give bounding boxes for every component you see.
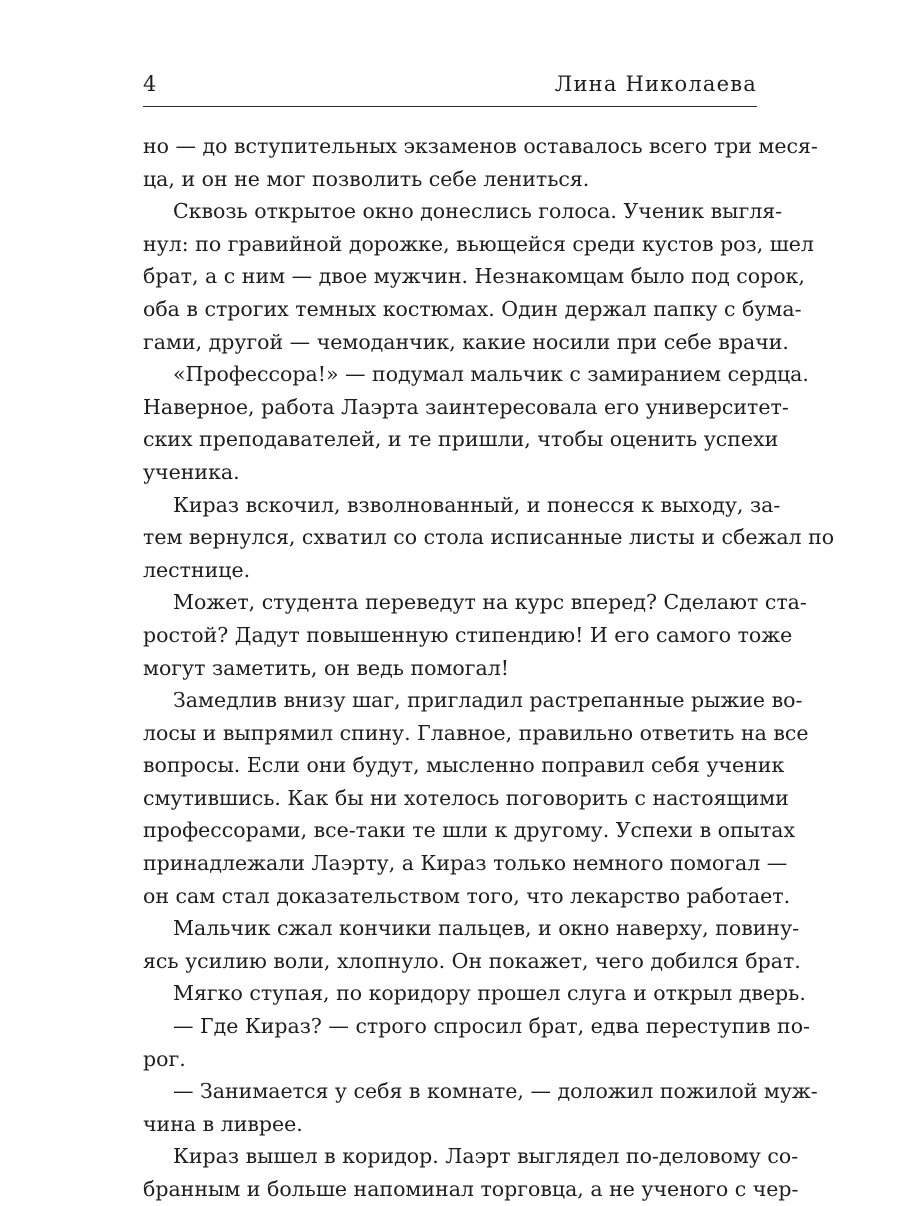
text-line: «Профессора!» — подумал мальчик с замиранием сердца. <box>173 362 809 387</box>
running-head <box>143 68 757 102</box>
text-line: но — до вступительных экзаменов оставалось всего три меся- <box>143 134 818 158</box>
text-line: ученика. <box>143 459 240 484</box>
text-line: Мальчик сжал кончики пальцев, и окно наверху, повину- <box>173 916 800 941</box>
text-line: Замедлив внизу шаг, пригладил растрепанные рыжие во- <box>173 688 803 713</box>
text-line: рог. <box>143 1046 186 1071</box>
text-line: Сквозь открытое окно донеслись голоса. Ученик выгля- <box>173 199 783 224</box>
text-line: тем вернулся, схватил со стола исписанные листы и сбежал по <box>143 525 835 550</box>
text-line: Кираз вышел в коридор. Лаэрт выглядел по-деловому со- <box>173 1144 799 1169</box>
text-line: могут заметить, он ведь помогал! <box>143 655 509 680</box>
text-line: — Занимается у себя в комнате, — доложил пожилой муж- <box>173 1079 818 1104</box>
text-line: ских преподавателей, и те пришли, чтобы оценить успехи <box>143 427 779 452</box>
text-line: принадлежали Лаэрту, а Кираз только немного помогал — <box>143 851 788 876</box>
header-rule <box>143 106 757 107</box>
text-line: лестнице. <box>143 557 251 582</box>
text-line: — Где Кираз? — строго спросил брат, едва переступив по- <box>173 1014 810 1039</box>
text-line: лосы и выпрямил спину. Главное, правильно ответить на все <box>143 720 809 745</box>
text-line: смутившись. Как бы ни хотелось поговорить с настоящими <box>143 785 789 810</box>
text-line: бранным и больше напоминал торговца, а не ученого с чер- <box>143 1177 799 1201</box>
text-line: ростой? Дадут повышенную стипендию! И его самого тоже <box>143 622 793 647</box>
text-line: Мягко ступая, по коридору прошел слуга и открыл дверь. <box>173 981 806 1006</box>
page-number: 4 <box>143 72 157 96</box>
text-line: нул: по гравийной дорожке, вьющейся среди кустов роз, шел <box>143 231 814 256</box>
text-line: Наверное, работа Лаэрта заинтересовала его университет- <box>143 394 789 419</box>
text-line: вопросы. Если они будут, мысленно поправил себя ученик <box>143 753 785 778</box>
text-line: ясь усилию воли, хлопнуло. Он покажет, чего добился брат. <box>143 948 801 973</box>
text-line: Кираз вскочил, взволнованный, и понесся к выходу, за- <box>173 492 781 517</box>
text-line: он сам стал доказательством того, что лекарство работает. <box>143 883 791 908</box>
text-line: брат, а с ним — двое мужчин. Незнакомцам было под сорок, <box>143 264 805 289</box>
body-text <box>143 130 835 1206</box>
text-line: оба в строгих темных костюмах. Один держал папку с бума- <box>143 296 802 321</box>
text-line: гами, другой — чемоданчик, какие носили при себе врачи. <box>143 329 789 354</box>
author-name: Лина Николаева <box>554 72 757 96</box>
text-line: Может, студента переведут на курс вперед? Сделают ста- <box>173 590 807 615</box>
text-line: чина в ливрее. <box>143 1111 303 1136</box>
text-line: профессорами, все-таки те шли к другому. Успехи в опытах <box>143 818 796 843</box>
text-line: ца, и он не мог позволить себе лениться. <box>143 166 590 191</box>
